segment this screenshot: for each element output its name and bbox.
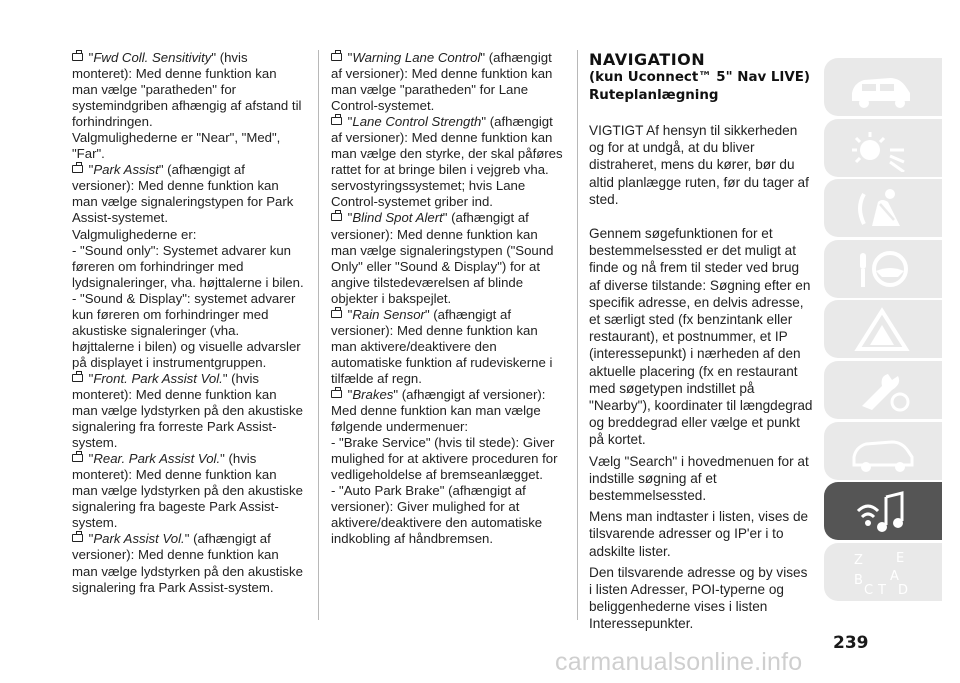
index-letter: C bbox=[864, 582, 874, 596]
subsection-heading: Ruteplanlægning bbox=[589, 88, 719, 103]
menu-option-description: "Park Assist" (afhængigt af versioner): Med denne funktion kan man vælge signaleringstypen for Park Assist-systemet. bbox=[72, 162, 294, 226]
watermark: carmanualsonline.info bbox=[555, 648, 803, 676]
paragraph: Vælg "Search" i hovedmenuen for at indstille søgning af et bestemmelsessted. bbox=[589, 453, 809, 504]
option-bullet-icon bbox=[331, 53, 342, 61]
index-letter: E bbox=[896, 550, 905, 566]
lights-icon bbox=[842, 124, 922, 172]
car-data-icon bbox=[842, 427, 922, 475]
warning-triangle-icon bbox=[842, 305, 922, 353]
option-bullet-icon bbox=[72, 165, 83, 173]
option-name: Lane Control Strength bbox=[352, 114, 482, 130]
text-column-2 bbox=[331, 50, 563, 547]
option-bullet-icon bbox=[72, 374, 83, 382]
menu-option-description: "Front. Park Assist Vol." (hvis monteret): Med denne funktion kan man vælge lydstyrken på den akustiske signalering fra forreste Park Assist-system. bbox=[72, 370, 303, 451]
option-name: Fwd Coll. Sensitivity bbox=[93, 50, 212, 65]
option-text: (afhængigt af versioner): Med denne funktion kan man vælge følgende undermenuer: bbox=[331, 386, 546, 435]
chapter-tab-maintenance[interactable] bbox=[824, 361, 942, 419]
paragraph: - "Auto Park Brake" (afhængigt af versioner): Giver mulighed for at aktivere/deaktivere den automatiske indkobling af håndbremsen. bbox=[331, 483, 543, 547]
menu-option-description: "Fwd Coll. Sensitivity" (hvis monteret): Med denne funktion kan man vælge "paratheden" for systemindgriben afhængig af afstand til forhindringen. bbox=[72, 50, 302, 130]
paragraph: - "Brake Service" (hvis til stede): Giver mulighed for at aktivere proceduren for vedligeholdelse af bremseanlægget. bbox=[331, 435, 558, 483]
paragraph: Valgmulighederne er "Near", "Med", "Far". bbox=[72, 130, 281, 162]
option-name: Blind Spot Alert bbox=[352, 210, 443, 226]
option-bullet-icon bbox=[331, 117, 342, 125]
option-bullet-icon bbox=[72, 454, 83, 462]
key-steering-wheel-icon bbox=[842, 245, 922, 293]
index-letter: Z bbox=[854, 552, 863, 568]
option-name: Brakes bbox=[352, 386, 394, 402]
paragraph: Gennem søgefunktionen for et bestemmelsessted er det muligt at finde og nå frem til steder ved brug af diverse tilstande: Søgning efter en specifik adresse, en delvis adresse, et særligt sted (fx benzintank eller restaurant), et postnummer, et IP (interessepunkt) i nærheden af den aktuelle placering (fx en restaurant med søgetypen indstillet på "Nearby"), koordinater til længdegrad og breddegrad eller vælge et punkt på kortet. bbox=[589, 226, 813, 448]
section-subheading: (kun Uconnect™ 5" Nav LIVE) bbox=[589, 70, 811, 85]
option-text: (afhængigt af versioner): Med denne funktion kan man aktivere/deaktivere den automatiske funktion af rudeviskerne i tilfælde af regn. bbox=[331, 306, 553, 386]
option-bullet-icon bbox=[72, 53, 83, 61]
option-bullet-icon bbox=[331, 213, 342, 221]
menu-option-description: "Rain Sensor" (afhængigt af versioner): Med denne funktion kan man aktivere/deaktivere den automatiske funktion af rudeviskerne i tilfælde af regn. bbox=[331, 306, 553, 386]
option-name: Front. Park Assist Vol. bbox=[93, 370, 223, 386]
option-text: (afhængigt af versioner): Med denne funktion kan man vælge "paratheden" for Lane Control-systemet. bbox=[331, 50, 553, 114]
column-divider bbox=[318, 50, 319, 620]
index-letter: D bbox=[898, 582, 909, 596]
option-bullet-icon bbox=[331, 390, 342, 398]
menu-option-description: "Park Assist Vol." (afhængigt af versioner): Med denne funktion kan man vælge lydstyrken på den akustiske signalering fra Park Assist-system. bbox=[72, 531, 303, 595]
chapter-tab-multimedia[interactable] bbox=[824, 482, 942, 540]
text-column-3 bbox=[589, 50, 814, 633]
option-bullet-icon bbox=[72, 534, 83, 542]
menu-option-description: "Rear. Park Assist Vol." (hvis monteret): Med denne funktion kan man vælge lydstyrken på den akustiske signalering fra bageste Park Assist-system. bbox=[72, 451, 303, 531]
menu-option-description: "Warning Lane Control" (afhængigt af versioner): Med denne funktion kan man vælge "paratheden" for Lane Control-systemet. bbox=[331, 50, 553, 114]
chapter-tab-starting[interactable] bbox=[824, 240, 942, 298]
index-letter: B bbox=[854, 572, 863, 588]
chapter-tab-index[interactable] bbox=[824, 543, 942, 601]
option-text: (afhængigt af versioner): Med denne funktion kan man vælge den styrke, der skal påføres rattet for at bringe bilen i vejgreb vha. servostyringssystemet; hvis Lane Control-systemet griber ind. bbox=[331, 114, 563, 210]
menu-option-description: "Lane Control Strength" (afhængigt af versioner): Med denne funktion kan man vælge den styrke, der skal påføres rattet for at bringe bilen i vejgreb vha. servostyringssystemet; hvis Lane Control-systemet griber ind. bbox=[331, 114, 563, 210]
chapter-tabs bbox=[824, 58, 942, 603]
column-divider bbox=[577, 50, 578, 620]
option-name: Warning Lane Control bbox=[352, 50, 481, 65]
paragraph: - "Sound & Display": systemet advarer kun føreren om forhindringer med akustiske signaleringer (vha. højttalerne i bilen) og visuelle advarsler på displayet i instrumentgruppen. bbox=[72, 290, 301, 370]
chapter-tab-technical-data[interactable] bbox=[824, 422, 942, 480]
chapter-tab-safety[interactable] bbox=[824, 179, 942, 237]
wrench-service-icon bbox=[842, 366, 922, 414]
alphabetical-index-icon bbox=[842, 548, 922, 596]
option-name: Park Assist bbox=[93, 162, 159, 178]
option-bullet-icon bbox=[331, 310, 342, 318]
option-text: (afhængigt af versioner): Med denne funktion kan man vælge signaleringstypen ("Sound Only" eller "Sound & Display") for at angive tilstedeværelsen af blinde objekter i bakspejlet. bbox=[331, 210, 554, 306]
text-column-1 bbox=[72, 50, 304, 596]
section-heading: NAVIGATION bbox=[589, 50, 706, 69]
option-text: (hvis monteret): Med denne funktion kan man vælge lydstyrken på den akustiske signalering fra bageste Park Assist-system. bbox=[72, 451, 303, 531]
chapter-tab-emergency[interactable] bbox=[824, 300, 942, 358]
option-text: (hvis monteret): Med denne funktion kan man vælge lydstyrken på den akustiske signalering fra forreste Park Assist-system. bbox=[72, 370, 303, 451]
paragraph: - "Sound only": Systemet advarer kun føreren om forhindringer med lydsignaleringer, vha. højttalerne i bilen. bbox=[72, 242, 304, 290]
option-text: (afhængigt af versioner): Med denne funktion kan man vælge lydstyrken på den akustiske signalering fra Park Assist-system. bbox=[72, 531, 303, 595]
index-letter: A bbox=[890, 568, 899, 584]
multimedia-nav-icon bbox=[842, 487, 922, 535]
seatbelt-airbag-icon bbox=[842, 184, 922, 232]
paragraph: Mens man indtaster i listen, vises de tilsvarende adresser og IP'er i to adskilte lister. bbox=[589, 509, 809, 559]
menu-option-description: "Brakes" (afhængigt af versioner): Med denne funktion kan man vælge følgende undermenuer: bbox=[331, 386, 546, 435]
option-name: Rain Sensor bbox=[352, 306, 425, 322]
option-name: Park Assist Vol. bbox=[93, 531, 185, 547]
paragraph: Valgmulighederne er: bbox=[72, 226, 197, 242]
option-text: (afhængigt af versioner): Med denne funktion kan man vælge signaleringstypen for Park Assist-systemet. bbox=[72, 162, 294, 226]
menu-option-description: "Blind Spot Alert" (afhængigt af versioner): Med denne funktion kan man vælge signaleringstypen ("Sound Only" eller "Sound & Display") for at angive tilstedeværelsen af blinde objekter i bakspejlet. bbox=[331, 210, 554, 306]
chapter-tab-dashboard[interactable] bbox=[824, 58, 942, 116]
index-letter: T bbox=[878, 582, 886, 596]
paragraph: Den tilsvarende adresse og by vises i listen Adresser, POI-typerne og beliggenhederne vises i listen Interessepunkter. bbox=[589, 564, 808, 632]
option-name: Rear. Park Assist Vol. bbox=[93, 451, 221, 467]
car-dashboard-icon bbox=[842, 63, 922, 111]
option-text: (hvis monteret): Med denne funktion kan man vælge "paratheden" for systemindgriben afhængig af afstand til forhindringen. bbox=[72, 50, 302, 130]
chapter-tab-lights[interactable] bbox=[824, 119, 942, 177]
page-number: 239 bbox=[833, 633, 869, 653]
paragraph: VIGTIGT Af hensyn til sikkerheden og for at undgå, at du bliver distraheret, mens du kører, bør du altid planlægge ruten, før du tager af sted. bbox=[589, 123, 809, 207]
